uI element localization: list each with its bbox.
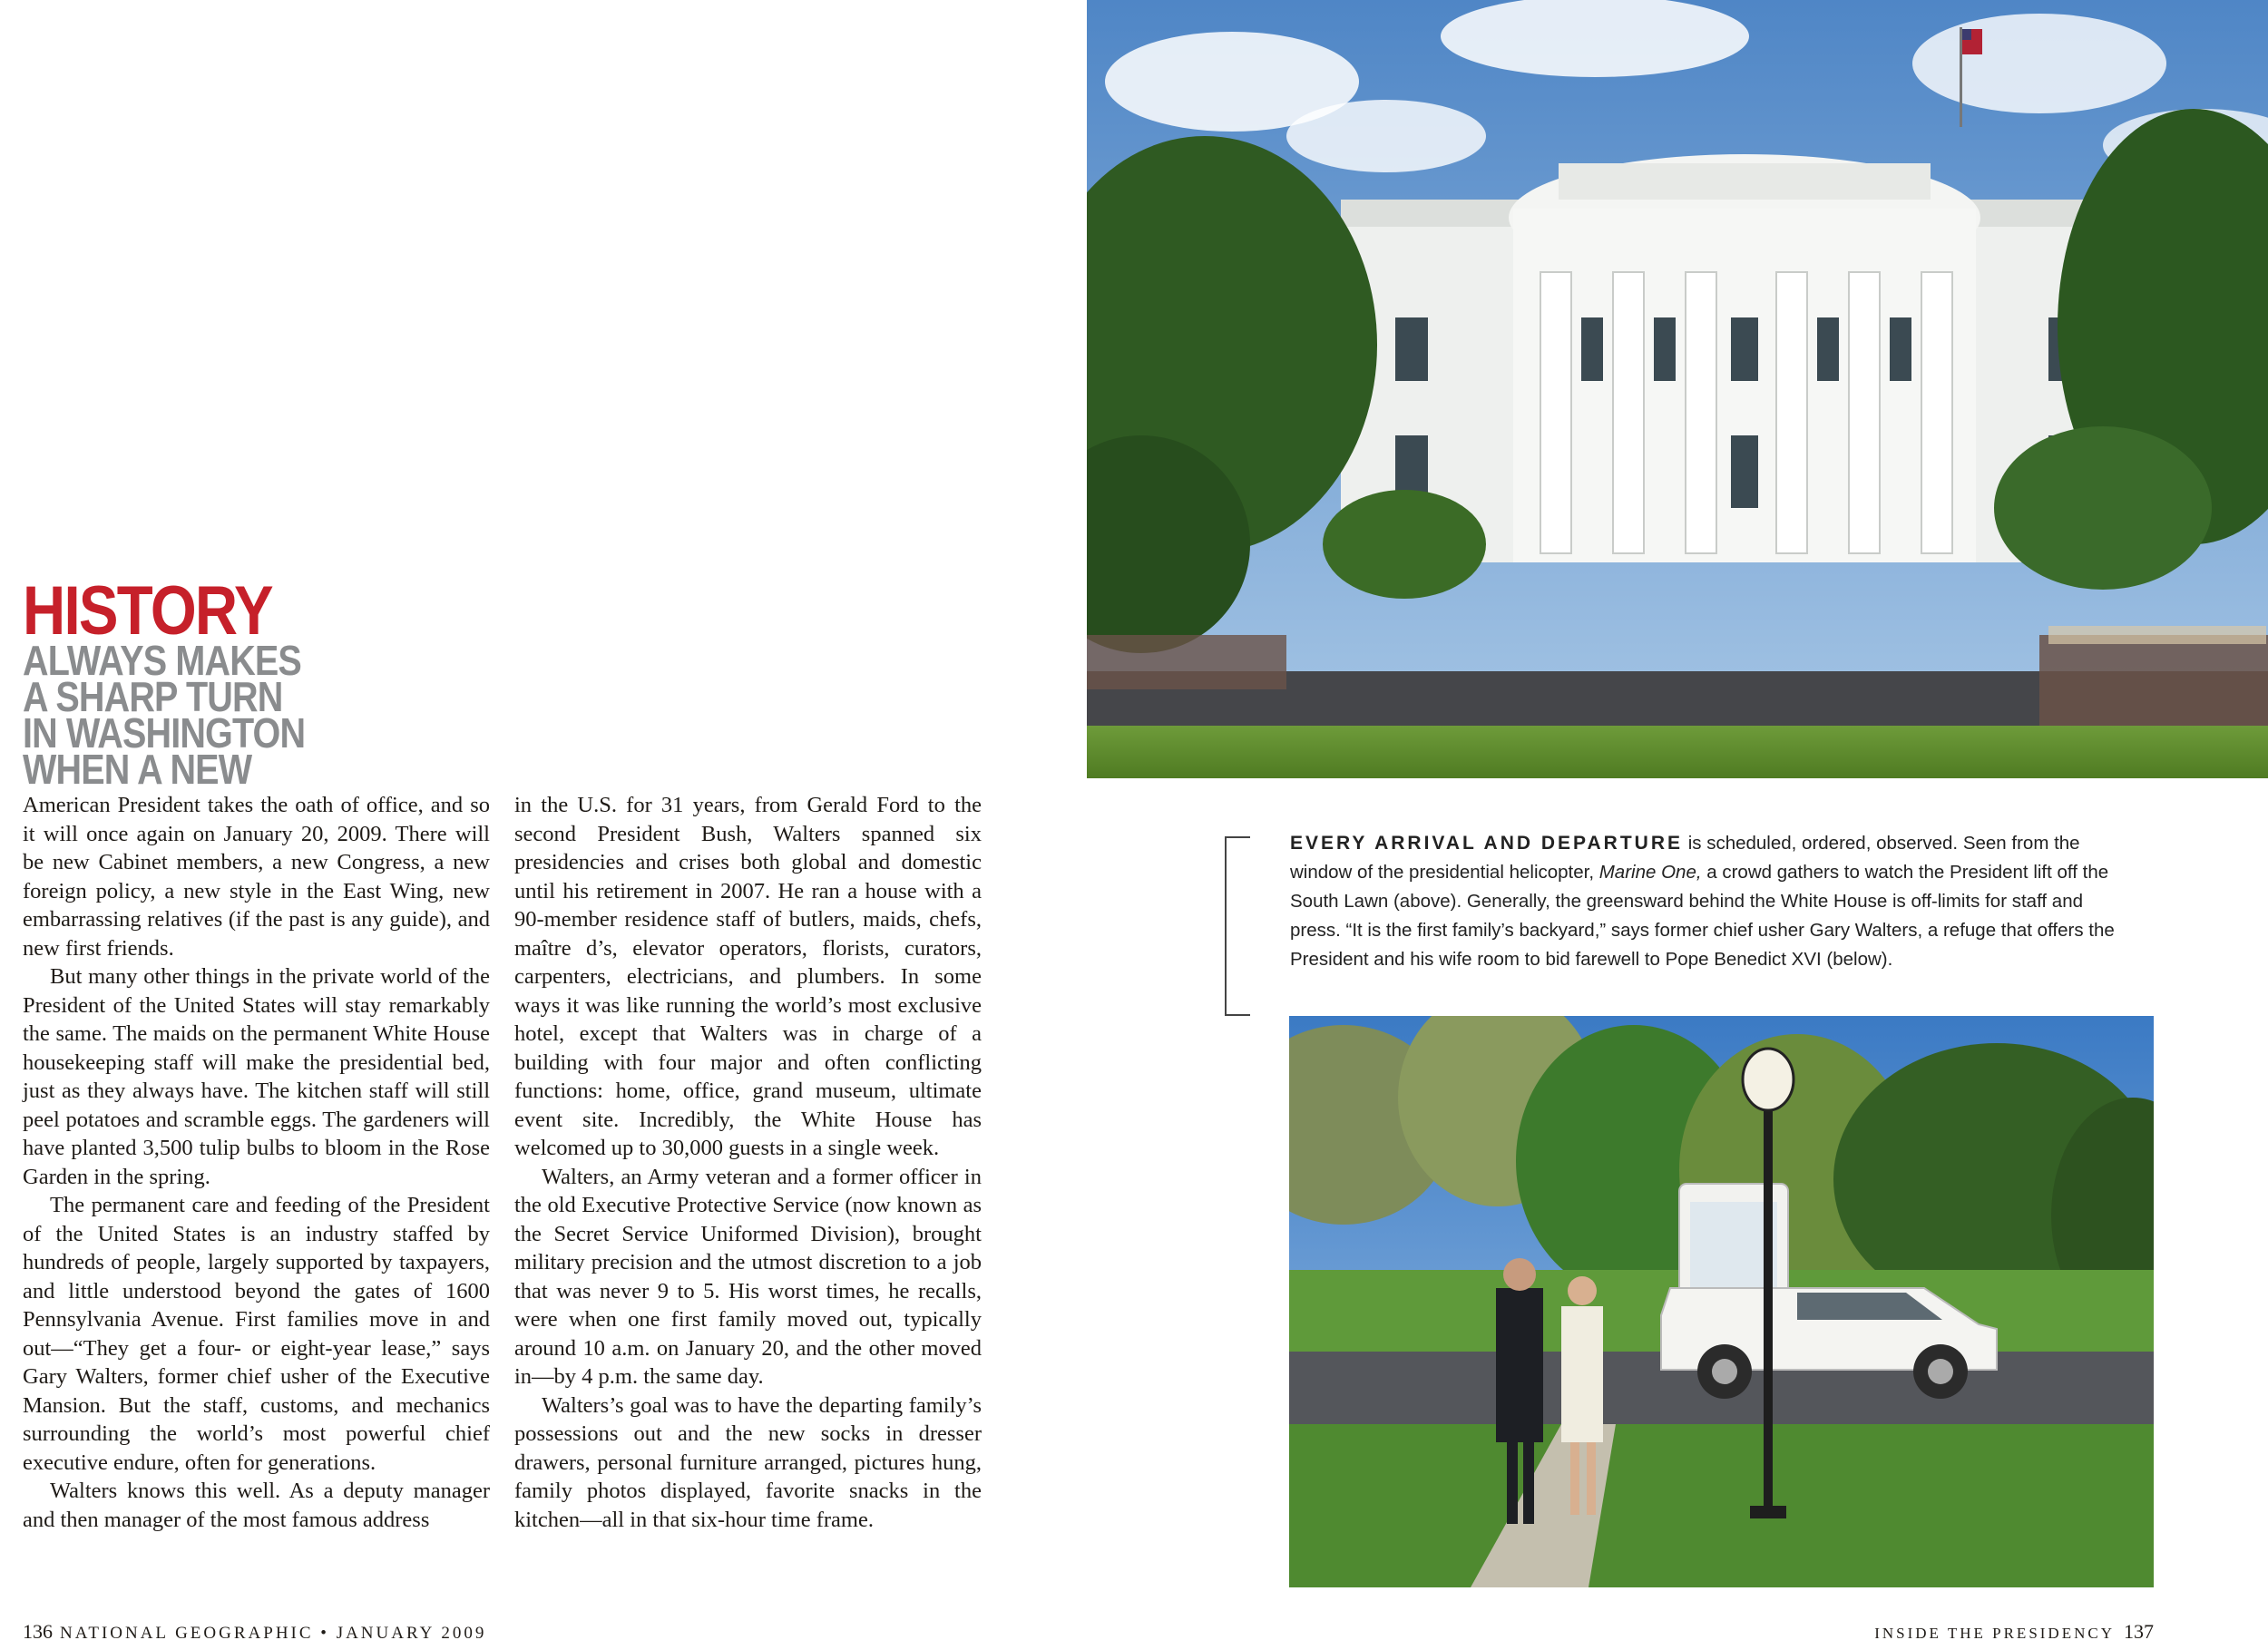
paragraph: Walters knows this well. As a deputy manager and then manager of the most famous address	[23, 1479, 490, 1532]
footer-right-text: INSIDE THE PRESIDENCY	[1874, 1625, 2115, 1642]
headline-history: HISTORY	[23, 572, 272, 649]
caption-lead: EVERY ARRIVAL AND DEPARTURE	[1290, 833, 1683, 854]
paragraph: in the U.S. for 31 years, from Gerald Ford to the second President Bush, Walters spanned six presidencies and crises both global and domestic until his retirement in 2007. He ran a house with a 90-member residence staff of butlers, maids, chefs, maître d’s, elevator operators, florists, curators, carpenters, electricians, and plumbers. In some ways it was like running the world’s most exclusive hotel, except that Walters was in charge of a building with four major and often conflicting functions: home, office, grand museum, ultimate event site. Incredibly, the White House has welcomed up to 30,000 guests in a single week.	[514, 793, 982, 1160]
caption-text-b: a crowd gathers to watch the President lift off the South Lawn (above). Generally, the greensward behind the White House is off-limits for staff and press. “It is the first family’s backyard,” says former chief usher Gary Walters, a refuge that offers the President and his wife room to bid farewell to Pope Benedict XVI (below).	[1290, 862, 2115, 970]
caption-italic: Marine One,	[1598, 862, 1702, 883]
headline-line-4: IN WASHINGTON	[23, 709, 306, 757]
headline	[23, 572, 531, 793]
caption-text-a: is scheduled, ordered, observed. Seen from the window of the presidential helicopter,	[1290, 833, 2080, 883]
paragraph: Walters’s goal was to have the departing family’s possessions out and the new socks in dresser drawers, personal furniture arranged, pictures hung, family photos displayed, favorite snacks in the kitchen—all in that six-hour time frame.	[514, 1392, 982, 1532]
body-column-2	[514, 791, 982, 1534]
photo-caption	[1290, 829, 2125, 974]
paragraph: The permanent care and feeding of the President of the United States is an industry staffed by hundreds of people, largely supported by taxpayers, and little understood beyond the gates of 1600 Pennsylvania Avenue. First families move in and out—“They get a four- or eight-year lease,” says Gary Walters, former chief usher of the Executive Mansion. But the staff, customs, and mechanics surrounding the world’s most powerful chief executive endure, often for generations.	[23, 1193, 490, 1475]
popemobile-photo	[1289, 1016, 2154, 1587]
footer-right	[1874, 1620, 2154, 1644]
white-house-photo	[1087, 0, 2268, 778]
footer-left-text: NATIONAL GEOGRAPHIC • JANUARY 2009	[60, 1624, 487, 1643]
headline-line-2: ALWAYS MAKES	[23, 637, 301, 684]
paragraph: But many other things in the private world of the President of the United States will stay remarkably the same. The maids on the permanent White House housekeeping staff will make the presidential bed, just as they always have. The kitchen staff will still peel potatoes and scramble eggs. The gardeners will have planted 3,500 tulip bulbs to bloom in the Rose Garden in the spring.	[23, 964, 490, 1189]
page-number-right: 137	[2124, 1620, 2154, 1643]
headline-line-5: WHEN A NEW	[23, 746, 252, 793]
paragraph: Walters, an Army veteran and a former officer in the old Executive Protective Service (now known as the Secret Service Uniformed Division), brought military precision and the utmost discretion to a job that was never 9 to 5. His worst times, he recalls, were when one first family moved out, typically around 10 a.m. on January 20, and the other moved in—by 4 p.m. the same day.	[514, 1164, 982, 1389]
page-number-left: 136	[23, 1620, 53, 1643]
headline-line-3: A SHARP TURN	[23, 673, 283, 720]
body-column-1	[23, 791, 490, 1534]
caption-bracket	[1225, 836, 1250, 1016]
footer-left	[23, 1620, 486, 1644]
paragraph: American President takes the oath of office, and so it will once again on January 20, 2009. There will be new Cabinet members, a new Congress, a new foreign policy, a new style in the East Wing, new embarrassing relatives (if the past is any guide), and new first friends.	[23, 793, 490, 961]
